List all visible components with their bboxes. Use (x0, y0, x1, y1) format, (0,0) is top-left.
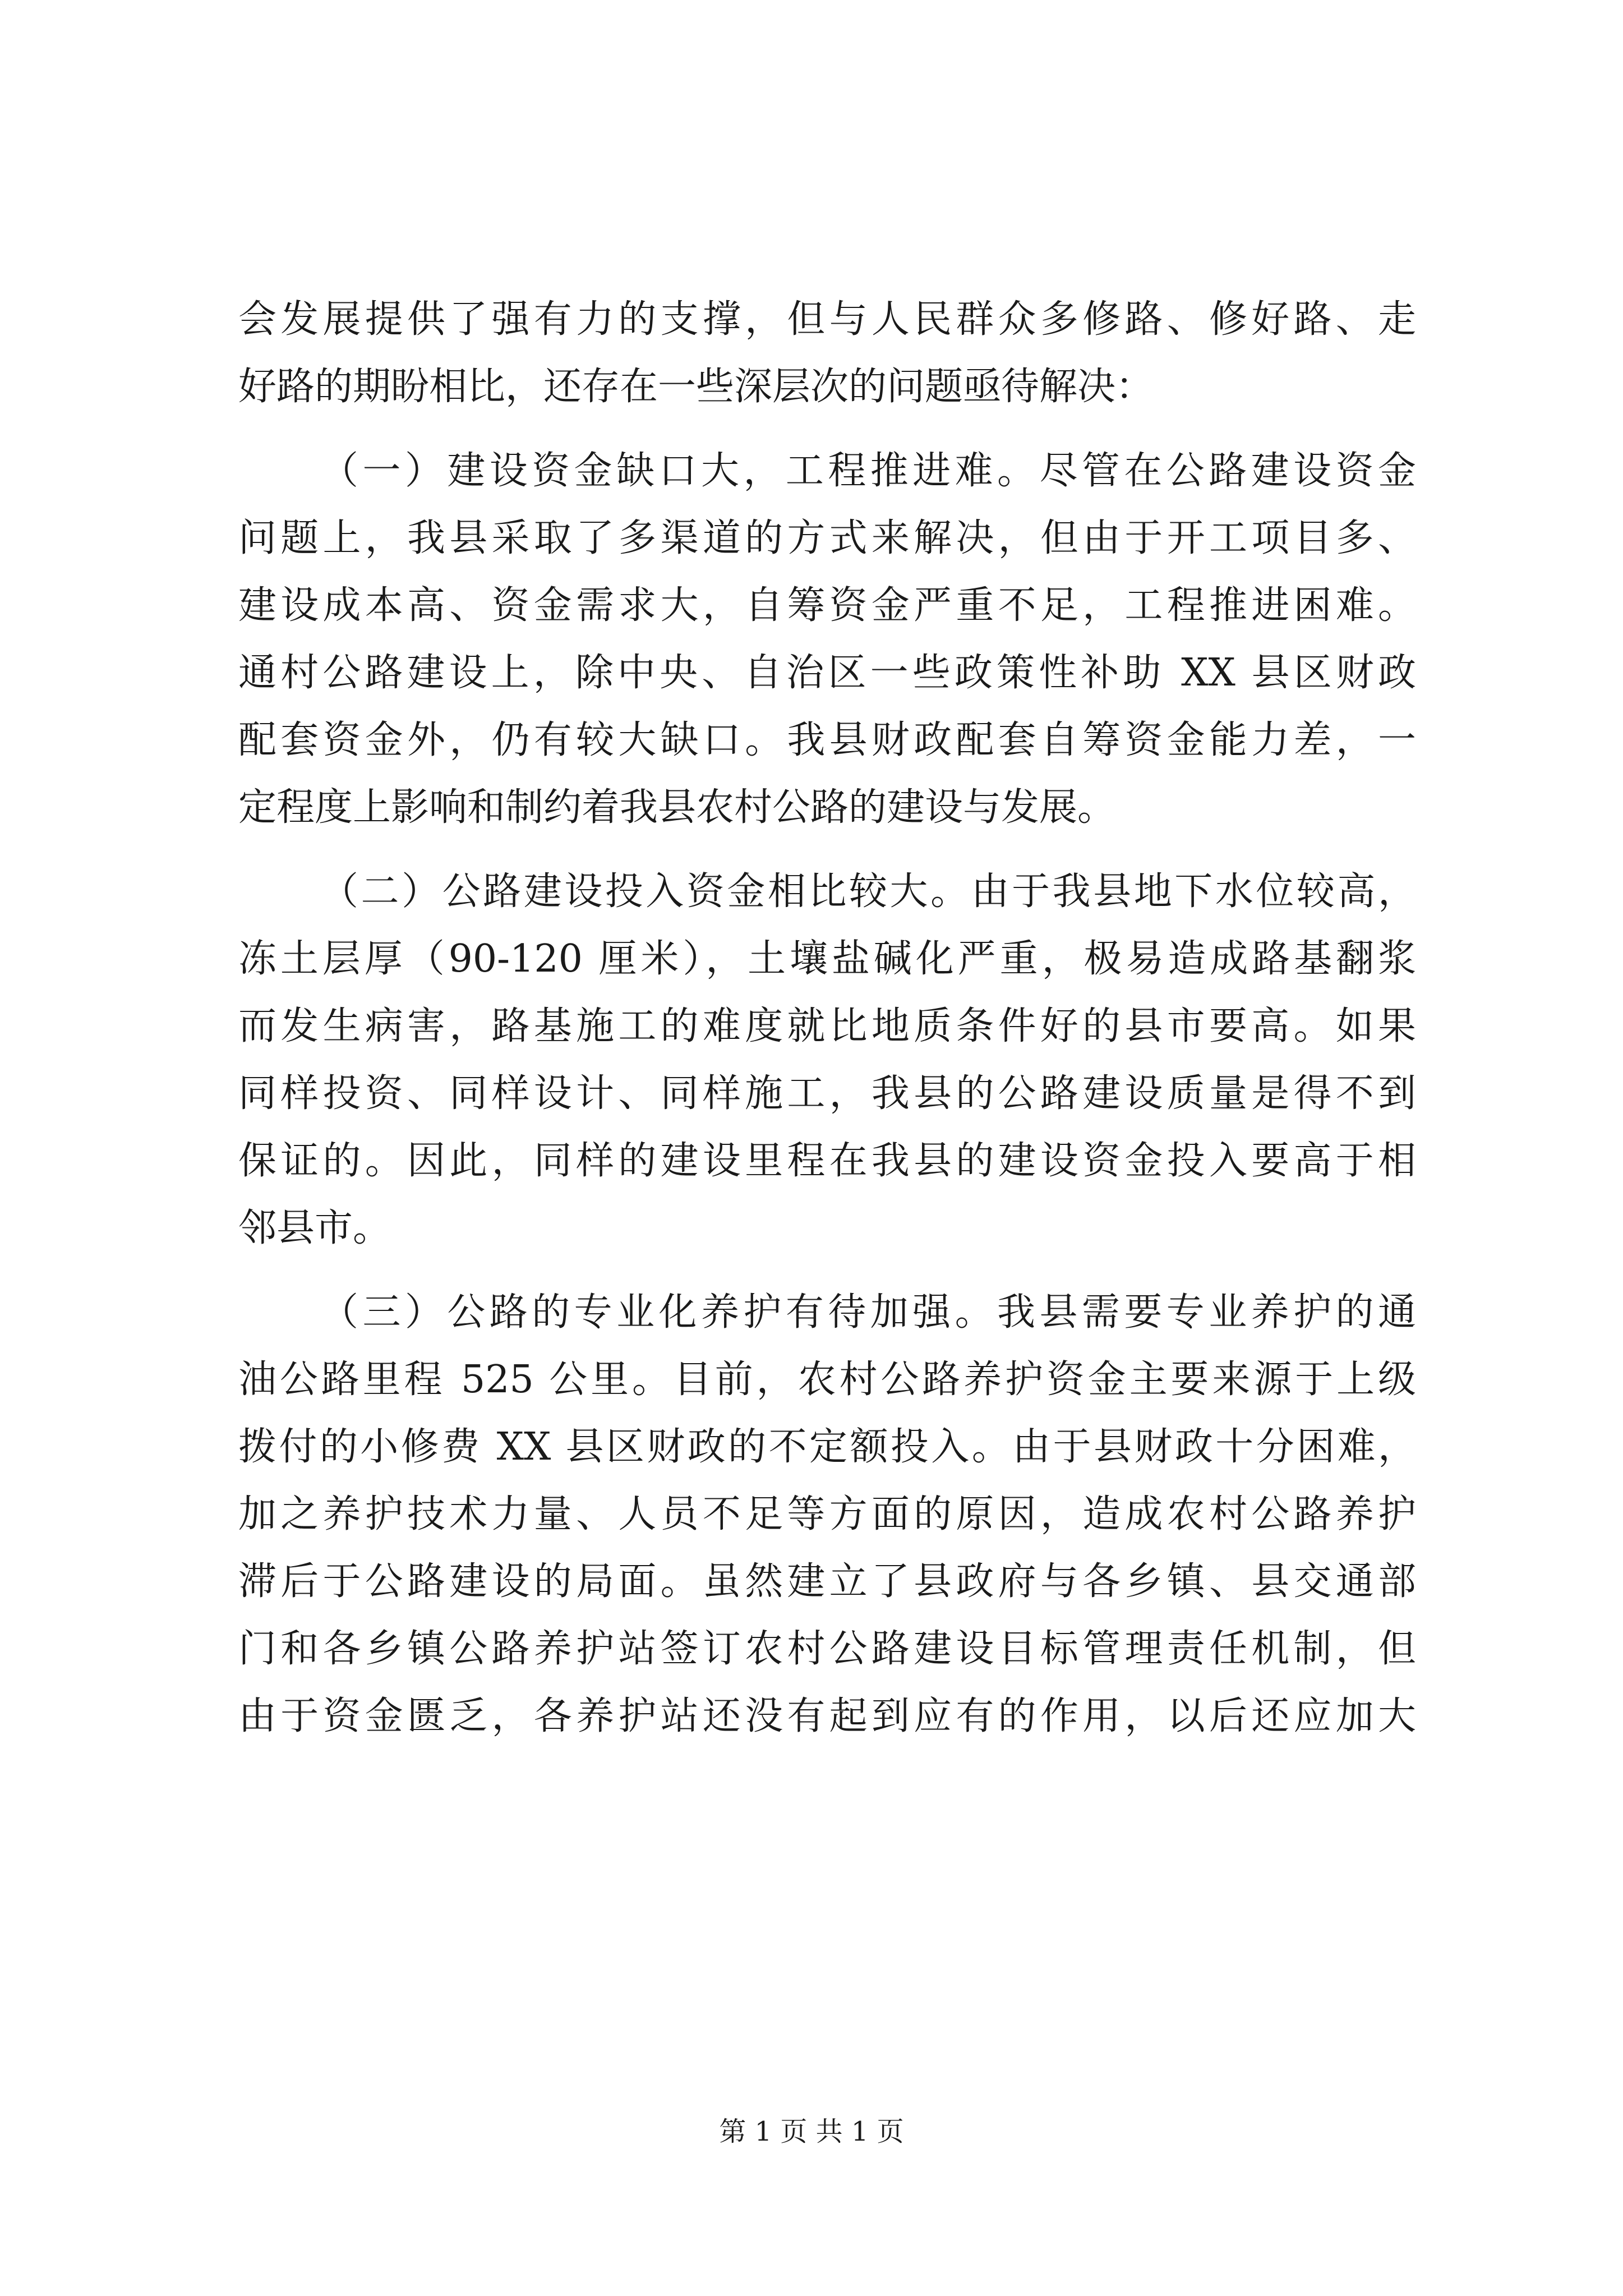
text-line: 加之养护技术力量、人员不足等方面的原因，造成农村公路养护 (238, 1492, 1416, 1536)
text-line: 好路的期盼相比，还存在一些深层次的问题亟待解决： (238, 365, 1154, 409)
text-line: 同样投资、同样设计、同样施工，我县的公路建设质量是得不到 (238, 1071, 1416, 1116)
text-line: 定程度上影响和制约着我县农村公路的建设与发展。 (238, 785, 1116, 830)
text-line: 通村公路建设上，除中央、自治区一些政策性补助 XX 县区财政 (238, 651, 1416, 695)
text-line: 会发展提供了强有力的支撑，但与人民群众多修路、修好路、走 (238, 297, 1416, 342)
text-line: 拨付的小修费 XX 县区财政的不定额投入。由于县财政十分困难， (238, 1425, 1416, 1469)
paragraph-first-line: （一）建设资金缺口大，工程推进难。尽管在公路建设资金 (320, 449, 1416, 493)
text-line: 保证的。因此，同样的建设里程在我县的建设资金投入要高于相 (238, 1139, 1416, 1183)
text-line: 油公路里程 525 公里。目前，农村公路养护资金主要来源于上级 (238, 1358, 1416, 1402)
paragraph-first-line: （二）公路建设投入资金相比较大。由于我县地下水位较高， (320, 869, 1416, 914)
text-line: 门和各乡镇公路养护站签订农村公路建设目标管理责任机制，但 (238, 1627, 1416, 1671)
text-line: 冻土层厚（90-120 厘米），土壤盐碱化严重，极易造成路基翻浆 (238, 937, 1416, 981)
text-line: 问题上，我县采取了多渠道的方式来解决，但由于开工项目多、 (238, 516, 1416, 560)
page-number-footer: 第 1 页 共 1 页 (719, 2116, 904, 2147)
paragraph-first-line: （三）公路的专业化养护有待加强。我县需要专业养护的通 (320, 1290, 1416, 1335)
text-line: 建设成本高、资金需求大，自筹资金严重不足，工程推进困难。 (238, 583, 1416, 628)
text-line: 滞后于公路建设的局面。虽然建立了县政府与各乡镇、县交通部 (238, 1559, 1416, 1604)
text-line: 由于资金匮乏，各养护站还没有起到应有的作用，以后还应加大 (238, 1694, 1416, 1738)
text-line: 邻县市。 (238, 1206, 391, 1250)
text-line: 而发生病害，路基施工的难度就比地质条件好的县市要高。如果 (238, 1004, 1416, 1048)
text-line: 配套资金外，仍有较大缺口。我县财政配套自筹资金能力差，一 (238, 718, 1416, 762)
